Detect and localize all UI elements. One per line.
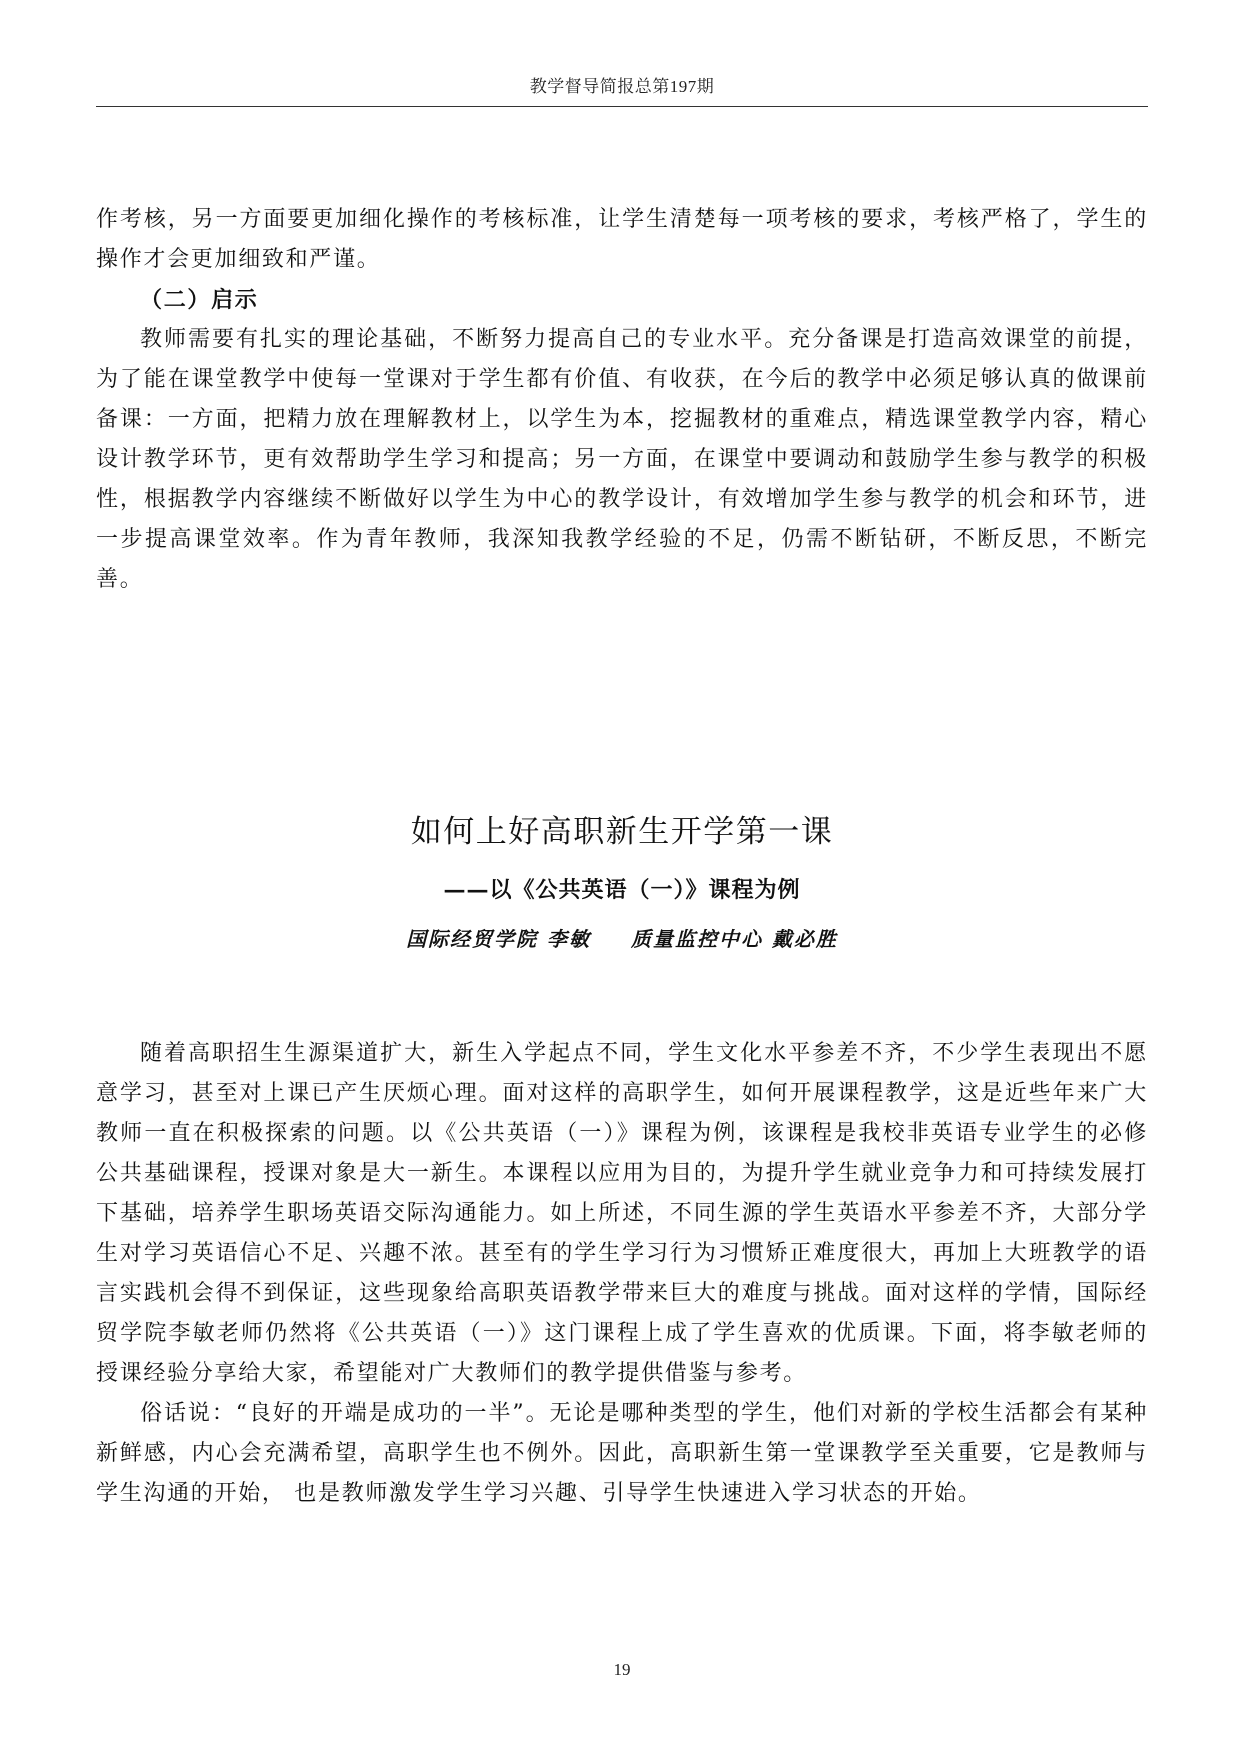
article-body: [96, 1034, 1148, 1514]
section-subheading: （二）启示: [140, 287, 259, 313]
page-number: 19: [613, 1660, 631, 1679]
running-header: 教学督导简报总第197期: [529, 77, 715, 96]
header-divider: [96, 106, 1148, 107]
article-paragraph-2: 俗话说：“良好的开端是成功的一半”。无论是哪种类型的学生，他们对新的学校生活都会有某种新鲜感，内心会充满希望，高职学生也不例外。因此，高职新生第一堂课教学至关重要，它是教师与学生沟通的开始， 也是教师激发学生学习兴趣、引导学生快速进入学习状态的开始。: [96, 1401, 1148, 1506]
article-authors: [96, 923, 1148, 952]
author-2: 质量监控中心 戴必胜: [630, 927, 838, 951]
continued-paragraph: 作考核，另一方面要更加细化操作的考核标准，让学生清楚每一项考核的要求，考核严格了，学生的操作才会更加细致和严谨。: [96, 207, 1148, 272]
section-reflection: [96, 200, 1148, 600]
article-paragraph-1: 随着高职招生生源渠道扩大，新生入学起点不同，学生文化水平参差不齐，不少学生表现出不愿意学习，甚至对上课已产生厌烦心理。面对这样的高职学生，如何开展课程教学，这是近些年来广大教师一直在积极探索的问题。以《公共英语（一）》课程为例，该课程是我校非英语专业学生的必修公共基础课程，授课对象是大一新生。本课程以应用为目的，为提升学生就业竞争力和可持续发展打下基础，培养学生职场英语交际沟通能力。如上所述，不同生源的学生英语水平参差不齐，大部分学生对学习英语信心不足、兴趣不浓。甚至有的学生学习行为习惯矫正难度很大，再加上大班教学的语言实践机会得不到保证，这些现象给高职英语教学带来巨大的难度与挑战。面对这样的学情，国际经贸学院李敏老师仍然将《公共英语（一）》这门课程上成了学生喜欢的优质课。下面，将李敏老师的授课经验分享给大家，希望能对广大教师们的教学提供借鉴与参考。: [96, 1041, 1148, 1386]
author-1: 国际经贸学院 李敏: [406, 927, 592, 951]
insight-paragraph: 教师需要有扎实的理论基础，不断努力提高自己的专业水平。充分备课是打造高效课堂的前提，为了能在课堂教学中使每一堂课对于学生都有价值、有收获，在今后的教学中必须足够认真的做课前备课：一方面，把精力放在理解教材上，以学生为本，挖掘教材的重难点，精选课堂教学内容，精心设计教学环节，更有效帮助学生学习和提高；另一方面，在课堂中要调动和鼓励学生参与教学的积极性，根据教学内容继续不断做好以学生为中心的教学设计，有效增加学生参与教学的机会和环节，进一步提高课堂效率。作为青年教师，我深知我教学经验的不足，仍需不断钻研，不断反思，不断完善。: [96, 327, 1148, 592]
article-subtitle: ——以《公共英语（一）》课程为例: [443, 877, 801, 903]
article-title: 如何上好高职新生开学第一课: [410, 814, 834, 850]
